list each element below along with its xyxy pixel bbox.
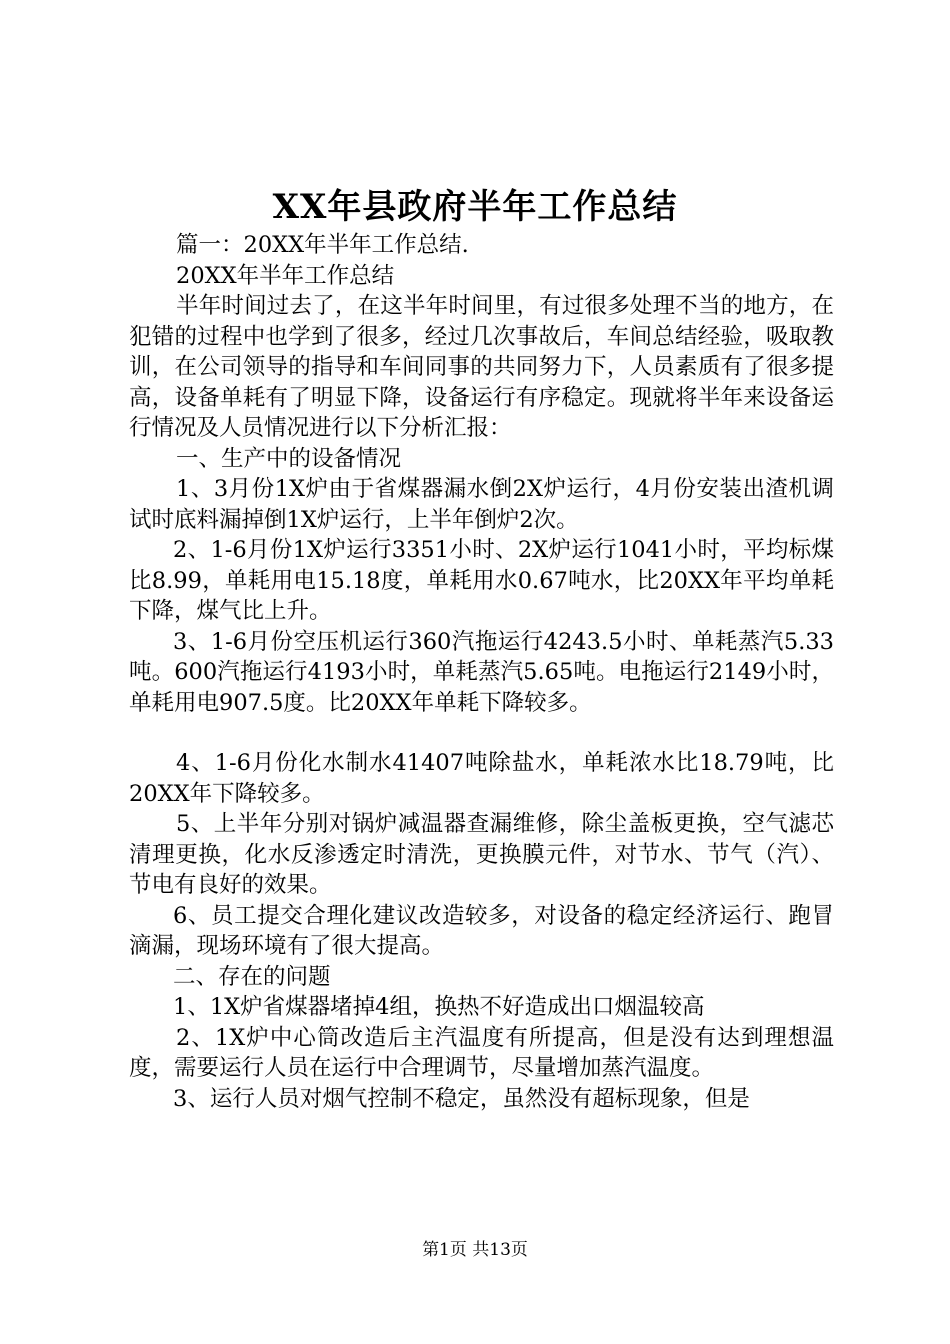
section-heading-equipment: 一、生产中的设备情况 [176, 445, 402, 472]
list-item-problem-3: 3、运行人员对烟气控制不稳定，虽然没有超标现象，但是 [173, 1085, 750, 1112]
section-heading-problems: 二、存在的问题 [173, 963, 331, 990]
list-item-problem-2: 2、1X炉中心筒改造后主汽温度有所提高，但是没有达到理想温度，需要运行人员在运行中合理调节，尽量增加蒸汽温度。 [129, 1024, 834, 1081]
page-footer: 第1页 共13页 [422, 1240, 528, 1260]
list-item-equipment-5: 5、上半年分别对锅炉减温器查漏维修，除尘盖板更换，空气滤芯清理更换，化水反渗透定时清洗，更换膜元件，对节水、节气（汽）、节电有良好的效果。 [129, 811, 834, 898]
list-item-equipment-4: 4、1-6月份化水制水41407吨除盐水，单耗浓水比18.79吨，比20XX年下降较多。 [129, 750, 834, 807]
document-body [129, 230, 834, 1114]
list-item-equipment-6: 6、员工提交合理化建议改造较多，对设备的稳定经济运行、跑冒滴漏，现场环境有了很大提高。 [129, 902, 834, 959]
document-title: XX年县政府半年工作总结 [272, 187, 678, 227]
paragraph-intro: 半年时间过去了，在这半年时间里，有过很多处理不当的地方，在犯错的过程中也学到了很多，经过几次事故后，车间总结经验，吸取教训，在公司领导的指导和车间同事的共同努力下，人员素质有了很多提高，设备单耗有了明显下降，设备运行有序稳定。现就将半年来设备运行情况及人员情况进行以下分析汇报： [129, 293, 834, 441]
paragraph-spacer [129, 718, 834, 748]
list-item-equipment-2: 2、1-6月份1X炉运行3351小时、2X炉运行1041小时，平均标煤比8.99，单耗用电15.18度，单耗用水0.67吨水，比20XX年平均单耗下降，煤气比上升。 [129, 537, 834, 624]
list-item-equipment-3: 3、1-6月份空压机运行360汽拖运行4243.5小时、单耗蒸汽5.33吨。600汽拖运行4193小时，单耗蒸汽5.65吨。电拖运行2149小时，单耗用电907.5度。比20XX年单耗下降较多。 [129, 628, 834, 716]
list-item-problem-1: 1、1X炉省煤器堵掉4组，换热不好造成出口烟温较高 [173, 994, 705, 1020]
paragraph-source-heading: 篇一：20XX年半年工作总结. [176, 232, 469, 258]
list-item-equipment-1: 1、3月份1X炉由于省煤器漏水倒2X炉运行，4月份安装出渣机调试时底料漏掉倒1X炉运行，上半年倒炉2次。 [129, 476, 834, 533]
paragraph-subtitle: 20XX年半年工作总结 [176, 262, 395, 289]
